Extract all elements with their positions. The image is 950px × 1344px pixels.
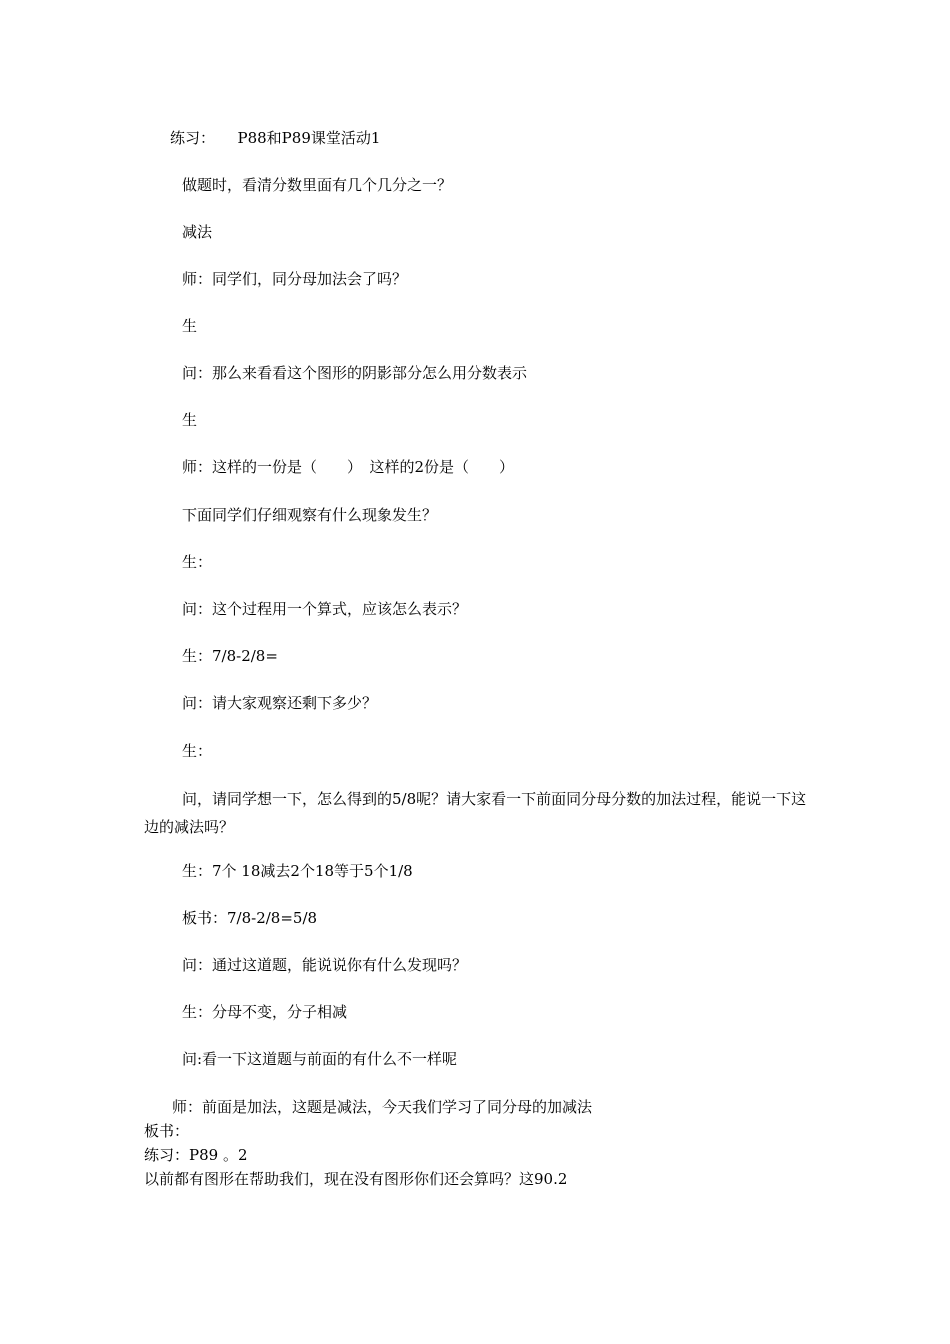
paragraph-line: 生：: [182, 553, 213, 571]
paragraph-line: 生：: [182, 742, 213, 760]
paragraph-line: 板书：: [144, 1122, 190, 1140]
paragraph-line: 生: [182, 411, 198, 429]
paragraph-line: 问:看一下这道题与前面的有什么不一样呢: [182, 1050, 458, 1068]
paragraph-line: 生：7/8-2/8=: [182, 647, 278, 665]
exercise-heading: 练习： P88和P89课堂活动1: [170, 129, 381, 147]
paragraph-line: 生: [182, 317, 198, 335]
paragraph-line: 师：前面是加法，这题是减法，今天我们学习了同分母的加减法: [172, 1098, 593, 1116]
paragraph-line: 做题时，看清分数里面有几个几分之一？: [182, 176, 453, 194]
paragraph-line: 师：同学们，同分母加法会了吗？: [182, 270, 408, 288]
paragraph-line: 问：通过这道题，能说说你有什么发现吗？: [182, 956, 468, 974]
paragraph-line: 生：7个 18减去2个18等于5个1/8: [182, 862, 413, 880]
section-heading-subtraction: 减法: [182, 223, 213, 241]
paragraph-line: 下面同学们仔细观察有什么现象发生？: [182, 506, 438, 524]
paragraph-line: 问：请大家观察还剩下多少？: [182, 694, 378, 712]
paragraph-line: 师：这样的一份是（ ） 这样的2份是（ ）: [182, 458, 515, 476]
paragraph-line: 板书：7/8-2/8=5/8: [182, 909, 318, 927]
paragraph-line: 生：分母不变，分子相减: [182, 1003, 348, 1021]
paragraph-wrapped: 问，请同学想一下，怎么得到的5/8呢？请大家看一下前面同分母分数的加法过程，能说一下这边的减法吗？: [144, 790, 807, 836]
paragraph-line: 练习：P89 。2: [144, 1146, 248, 1164]
paragraph-line: 问：那么来看看这个图形的阴影部分怎么用分数表示: [182, 364, 528, 382]
paragraph-line: 以前都有图形在帮助我们，现在没有图形你们还会算吗？这90.2: [144, 1170, 568, 1188]
paragraph-line: 问：这个过程用一个算式，应该怎么表示？: [182, 600, 468, 618]
